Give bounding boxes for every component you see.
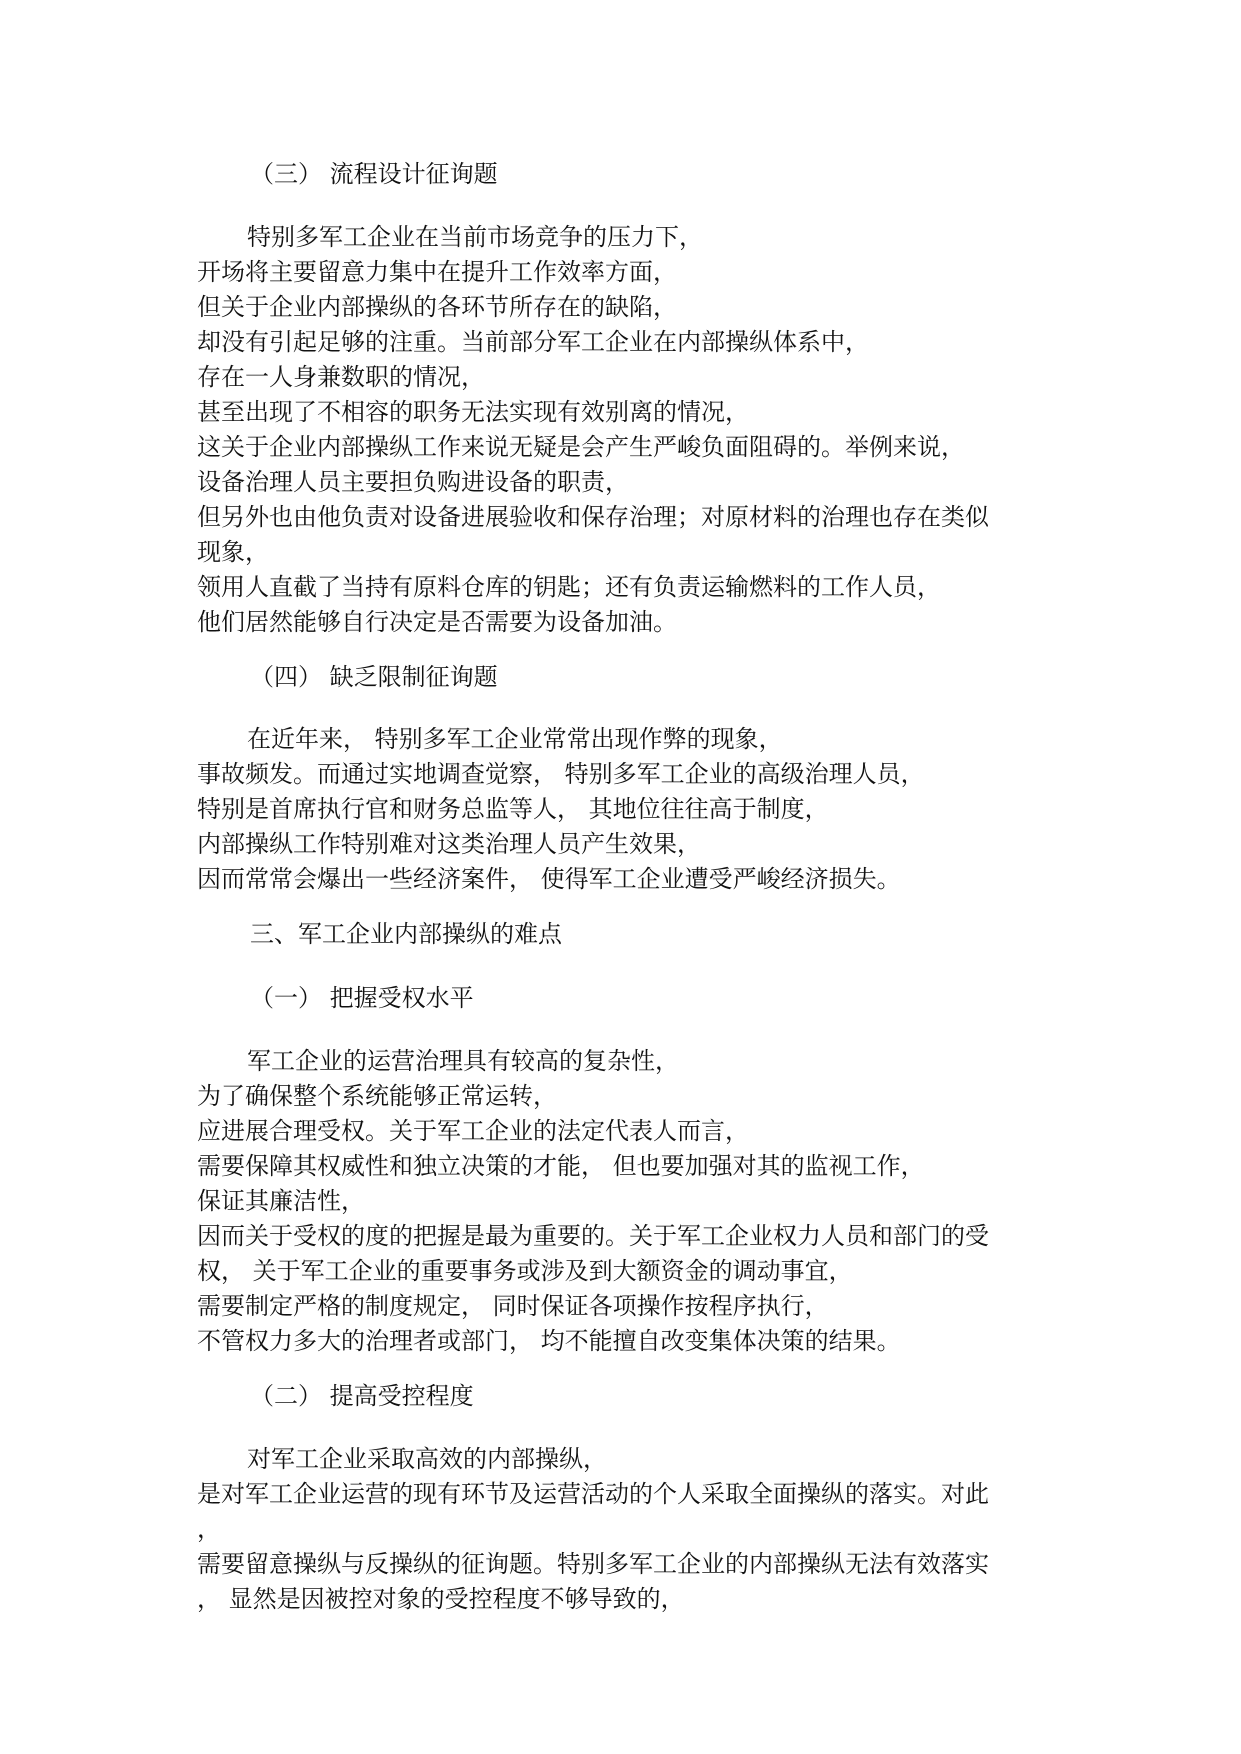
paragraph-line: 军工企业的运营治理具有较高的复杂性， bbox=[247, 1047, 679, 1075]
paragraph-line: 为了确保整个系统能够正常运转， bbox=[197, 1082, 557, 1110]
paragraph-line: 事故频发。而通过实地调查觉察， 特别多军工企业的高级治理人员， bbox=[197, 760, 925, 788]
paragraph-line: 设备治理人员主要担负购进设备的职责， bbox=[197, 468, 629, 496]
paragraph-line: 因而关于受权的度的把握是最为重要的。关于军工企业权力人员和部门的受 bbox=[197, 1222, 989, 1250]
paragraph-line: 这关于企业内部操纵工作来说无疑是会产生严峻负面阻碍的。举例来说， bbox=[197, 433, 965, 461]
paragraph-line: 是对军工企业运营的现有环节及运营活动的个人采取全面操纵的落实。对此 bbox=[197, 1480, 989, 1508]
paragraph-line: 权， 关于军工企业的重要事务或涉及到大额资金的调动事宜， bbox=[197, 1257, 853, 1285]
paragraph-line: 甚至出现了不相容的职务无法实现有效别离的情况， bbox=[197, 398, 749, 426]
paragraph-line: ， bbox=[197, 1515, 221, 1543]
section-heading: （二） 提高受控程度 bbox=[250, 1382, 474, 1410]
paragraph-line: 领用人直截了当持有原料仓库的钥匙；还有负责运输燃料的工作人员， bbox=[197, 573, 941, 601]
section-heading: （三） 流程设计征询题 bbox=[250, 160, 498, 188]
paragraph-line: 却没有引起足够的注重。当前部分军工企业在内部操纵体系中， bbox=[197, 328, 869, 356]
paragraph-line: 保证其廉洁性， bbox=[197, 1187, 365, 1215]
paragraph-line: 内部操纵工作特别难对这类治理人员产生效果， bbox=[197, 830, 701, 858]
paragraph-line: 存在一人身兼数职的情况， bbox=[197, 363, 485, 391]
paragraph-line: 需要制定严格的制度规定， 同时保证各项操作按程序执行， bbox=[197, 1292, 829, 1320]
section-heading: 三、军工企业内部操纵的难点 bbox=[250, 920, 562, 948]
paragraph-line: 他们居然能够自行决定是否需要为设备加油。 bbox=[197, 608, 677, 636]
paragraph-line: ， 显然是因被控对象的受控程度不够导致的， bbox=[197, 1585, 685, 1613]
paragraph-line: 但关于企业内部操纵的各环节所存在的缺陷， bbox=[197, 293, 677, 321]
paragraph-line: 需要保障其权威性和独立决策的才能， 但也要加强对其的监视工作， bbox=[197, 1152, 925, 1180]
section-heading: （四） 缺乏限制征询题 bbox=[250, 663, 498, 691]
paragraph-line: 特别多军工企业在当前市场竞争的压力下， bbox=[247, 223, 703, 251]
paragraph-line: 在近年来， 特别多军工企业常常出现作弊的现象， bbox=[247, 725, 783, 753]
paragraph-line: 特别是首席执行官和财务总监等人， 其地位往往高于制度， bbox=[197, 795, 829, 823]
paragraph-line: 因而常常会爆出一些经济案件， 使得军工企业遭受严峻经济损失。 bbox=[197, 865, 901, 893]
paragraph-line: 但另外也由他负责对设备进展验收和保存治理；对原材料的治理也存在类似 bbox=[197, 503, 989, 531]
paragraph-line: 需要留意操纵与反操纵的征询题。特别多军工企业的内部操纵无法有效落实 bbox=[197, 1550, 989, 1578]
paragraph-line: 开场将主要留意力集中在提升工作效率方面， bbox=[197, 258, 677, 286]
section-heading: （一） 把握受权水平 bbox=[250, 984, 474, 1012]
paragraph-line: 应进展合理受权。关于军工企业的法定代表人而言， bbox=[197, 1117, 749, 1145]
paragraph-line: 对军工企业采取高效的内部操纵， bbox=[247, 1445, 607, 1473]
paragraph-line: 不管权力多大的治理者或部门， 均不能擅自改变集体决策的结果。 bbox=[197, 1327, 901, 1355]
paragraph-line: 现象， bbox=[197, 538, 269, 566]
